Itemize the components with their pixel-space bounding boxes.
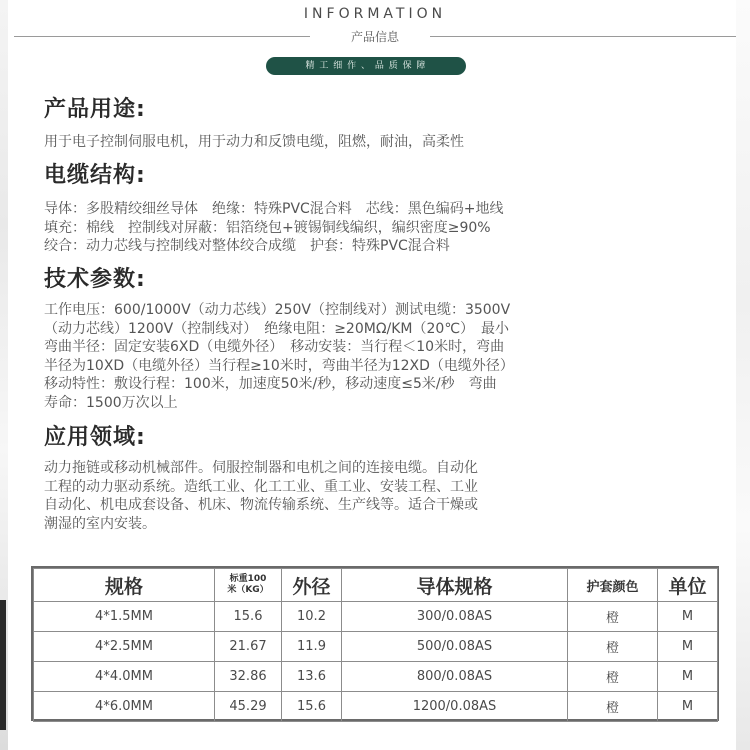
cell-outer-diameter: 10.2	[282, 602, 342, 632]
col-header-conductor: 导体规格	[342, 569, 568, 602]
col-header-unit: 单位	[658, 569, 718, 602]
cell-unit: M	[658, 692, 718, 722]
table-header-row	[34, 569, 718, 602]
cell-sheath-color: 橙	[568, 602, 658, 632]
section-body-structure: 导体：多股精绞细丝导体 绝缘：特殊PVC混合料 芯线：黑色编码+地线 填充：棉线 控制线对屏蔽：铝箔绕包+镀锡铜线编织，编织密度≥90% 绞合：动力芯线与控制线对整体绞合成缆 护套：特殊PVC混合料	[44, 201, 504, 254]
cell-unit: M	[658, 632, 718, 662]
section-heading-structure: 电缆结构:	[44, 163, 146, 188]
cell-unit: M	[658, 662, 718, 692]
right-edge-strip	[736, 0, 750, 750]
cell-sheath-color: 橙	[568, 632, 658, 662]
table-row	[34, 602, 718, 632]
section-heading-applications: 应用领域:	[44, 425, 146, 450]
cell-weight: 32.86	[215, 662, 282, 692]
col-header-spec: 规格	[34, 569, 215, 602]
cell-spec: 4*1.5MM	[34, 602, 215, 632]
cell-spec: 4*6.0MM	[34, 692, 215, 722]
col-header-sheath-color: 护套颜色	[568, 569, 658, 602]
section-body-applications: 动力拖链或移动机械部件。伺服控制器和电机之间的连接电缆。自动化 工程的动力驱动系统。造纸工业、化工工业、重工业、安装工程、工业 自动化、机电成套设备、机床、物流传输系统、生产线等。适合干燥或 潮湿的室内安装。	[44, 460, 478, 532]
cell-outer-diameter: 11.9	[282, 632, 342, 662]
cell-weight: 21.67	[215, 632, 282, 662]
left-edge-dark-block	[0, 600, 6, 730]
col-header-weight: 标重100 米（KG）	[215, 569, 282, 602]
cell-spec: 4*2.5MM	[34, 632, 215, 662]
cell-conductor: 800/0.08AS	[342, 662, 568, 692]
cell-conductor: 300/0.08AS	[342, 602, 568, 632]
section-heading-usage: 产品用途:	[44, 97, 146, 122]
table-row	[34, 632, 718, 662]
cell-weight: 15.6	[215, 602, 282, 632]
table-row	[34, 692, 718, 722]
header-subtitle: 产品信息	[350, 30, 399, 44]
section-body-usage: 用于电子控制伺服电机，用于动力和反馈电缆，阻燃，耐油，高柔性	[44, 134, 464, 150]
cell-sheath-color: 橙	[568, 662, 658, 692]
table-row	[34, 662, 718, 692]
cell-weight: 45.29	[215, 692, 282, 722]
col-header-outer-diameter: 外径	[282, 569, 342, 602]
section-body-specs: 工作电压：600/1000V（动力芯线）250V（控制线对）测试电缆：3500V （动力芯线）1200V（控制线对） 绝缘电阻：≥20MΩ/KM（20℃） 最小 弯曲半径：固定安装6XD（电缆外径） 移动安装：当行程＜10米时，弯曲 半径为10XD（电缆外径）当行程≥10米时，弯曲半径为12XD（电缆外径） 移动特性：敷设行程：100米，加速度50米/秒，移动速度≤5米/秒 弯曲 寿命：1500万次以上	[44, 302, 514, 411]
cell-outer-diameter: 13.6	[282, 662, 342, 692]
cell-sheath-color: 橙	[568, 692, 658, 722]
section-heading-specs: 技术参数:	[44, 267, 146, 292]
cell-outer-diameter: 15.6	[282, 692, 342, 722]
cell-unit: M	[658, 602, 718, 632]
cell-conductor: 500/0.08AS	[342, 632, 568, 662]
tagline-pill: 精 工 细 作 、 品 质 保 障	[266, 57, 466, 75]
header-title: INFORMATION	[303, 6, 447, 22]
cell-spec: 4*4.0MM	[34, 662, 215, 692]
spec-table	[31, 566, 719, 721]
cell-conductor: 1200/0.08AS	[342, 692, 568, 722]
